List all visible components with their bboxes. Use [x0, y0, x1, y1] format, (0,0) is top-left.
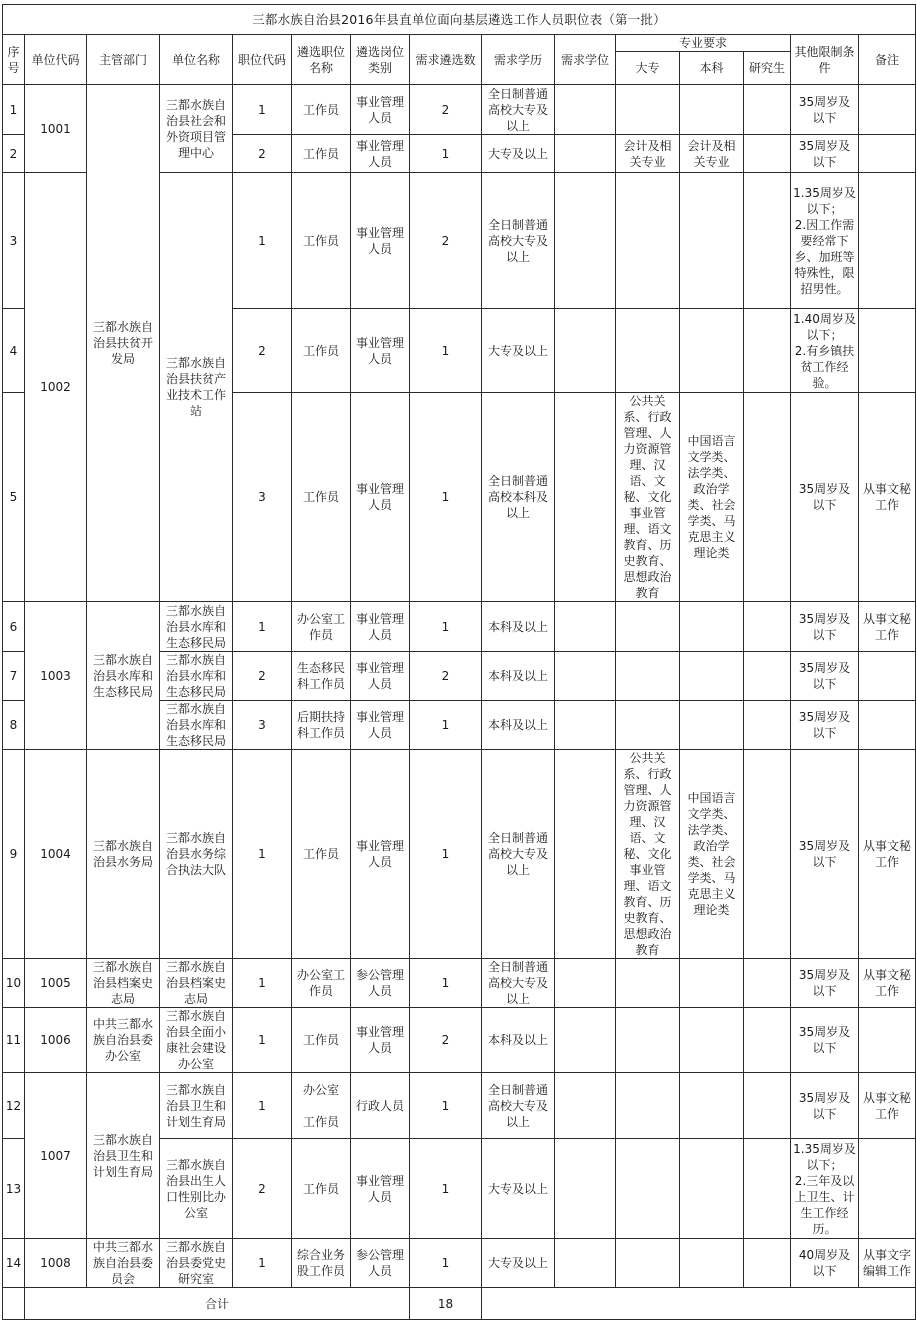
cell-major-dazhuan: 公共关系、行政管理、人力资源管理、汉语、文秘、文化事业管理、语文教育、历史教育、思想政治教育	[616, 393, 680, 602]
other-line: 2.三年及以上卫生、计生工作经历。	[794, 1173, 855, 1236]
cell-degree	[555, 393, 616, 602]
cell-post-type: 事业管理人员	[351, 701, 410, 750]
cell-seq: 1	[3, 85, 25, 135]
cell-post-name: 综合业务股工作员	[292, 1239, 351, 1288]
cell-post-code: 1	[233, 602, 292, 652]
cell-post-code: 1	[233, 750, 292, 959]
cell-post-name	[292, 1073, 351, 1139]
cell-post-type: 参公管理人员	[351, 959, 410, 1008]
cell-remark	[859, 1008, 916, 1073]
cell-post-type: 参公管理人员	[351, 1239, 410, 1288]
cell-major-dazhuan: 公共关系、行政管理、人力资源管理、汉语、文秘、文化事业管理、语文教育、历史教育、思想政治教育	[616, 750, 680, 959]
cell-count: 2	[410, 652, 482, 701]
cell-post-type: 事业管理人员	[351, 602, 410, 652]
post-name-line: 办公室	[302, 1082, 339, 1097]
post-name-line: 工作员	[302, 1114, 339, 1129]
cell-seq: 12	[3, 1073, 25, 1139]
cell-degree	[555, 1239, 616, 1288]
cell-post-name: 工作员	[292, 135, 351, 173]
cell-unit-code: 1004	[25, 750, 87, 959]
cell-seq: 10	[3, 959, 25, 1008]
cell-other: 35周岁及以下	[791, 701, 859, 750]
cell-major-dazhuan	[616, 652, 680, 701]
cell-other: 35周岁及以下	[791, 602, 859, 652]
cell-post-type: 事业管理人员	[351, 173, 410, 309]
cell-remark: 从事文秘工作	[859, 602, 916, 652]
cell-post-code: 3	[233, 701, 292, 750]
cell-post-type: 事业管理人员	[351, 1008, 410, 1073]
cell-edu: 大专及以上	[482, 1239, 555, 1288]
cell-post-code: 1	[233, 959, 292, 1008]
cell-degree	[555, 959, 616, 1008]
cell-count: 1	[410, 701, 482, 750]
cell-count: 1	[410, 1239, 482, 1288]
cell-major-benke: 会计及相关专业	[680, 135, 744, 173]
table-row	[3, 750, 916, 959]
cell-other: 35周岁及以下	[791, 652, 859, 701]
cell-unit-name: 三都水族自治县档案史志局	[160, 959, 233, 1008]
cell-other: 35周岁及以下	[791, 750, 859, 959]
cell-major-yanjiusheng	[744, 959, 791, 1008]
cell-major-benke	[680, 1239, 744, 1288]
cell-count: 2	[410, 85, 482, 135]
cell-other	[791, 309, 859, 393]
cell-major-benke	[680, 701, 744, 750]
cell-post-type: 事业管理人员	[351, 309, 410, 393]
table-row	[3, 85, 916, 135]
cell-degree	[555, 652, 616, 701]
table-row	[3, 602, 916, 652]
cell-degree	[555, 701, 616, 750]
cell-major-dazhuan	[616, 309, 680, 393]
cell-degree	[555, 1073, 616, 1139]
cell-remark	[859, 85, 916, 135]
cell-other: 35周岁及以下	[791, 85, 859, 135]
cell-degree	[555, 1139, 616, 1239]
cell-seq: 14	[3, 1239, 25, 1288]
header-dept: 主管部门	[87, 35, 160, 85]
cell-remark	[859, 173, 916, 309]
total-row	[3, 1288, 916, 1320]
cell-major-benke	[680, 309, 744, 393]
cell-major-dazhuan	[616, 1239, 680, 1288]
cell-post-name: 办公室工作员	[292, 602, 351, 652]
cell-total-seq	[3, 1288, 25, 1320]
cell-edu: 全日制普通高校大专及以上	[482, 750, 555, 959]
cell-post-name: 工作员	[292, 309, 351, 393]
cell-remark: 从事文秘工作	[859, 1073, 916, 1139]
cell-post-code: 2	[233, 652, 292, 701]
cell-major-yanjiusheng	[744, 85, 791, 135]
cell-remark: 从事文字编辑工作	[859, 1239, 916, 1288]
cell-unit-name: 三都水族自治县委党史研究室	[160, 1239, 233, 1288]
cell-count: 1	[410, 1073, 482, 1139]
table-title: 三都水族自治县2016年县直单位面向基层遴选工作人员职位表（第一批）	[3, 5, 916, 35]
cell-unit-code: 1007	[25, 1073, 87, 1239]
cell-degree	[555, 309, 616, 393]
cell-major-dazhuan	[616, 602, 680, 652]
position-table-sheet	[2, 4, 915, 1320]
cell-seq: 13	[3, 1139, 25, 1239]
cell-other: 35周岁及以下	[791, 393, 859, 602]
cell-major-yanjiusheng	[744, 1139, 791, 1239]
cell-unit-name: 三都水族自治县水务综合执法大队	[160, 750, 233, 959]
table-row	[3, 1239, 916, 1288]
cell-major-yanjiusheng	[744, 1239, 791, 1288]
cell-post-code: 1	[233, 1239, 292, 1288]
cell-post-code: 1	[233, 1073, 292, 1139]
cell-post-code: 2	[233, 309, 292, 393]
cell-dept: 三都水族自治县水务局	[87, 750, 160, 959]
cell-unit-name: 三都水族自治县水库和生态移民局	[160, 652, 233, 701]
cell-unit-code: 1003	[25, 602, 87, 750]
cell-major-benke	[680, 85, 744, 135]
header-post-name: 遴选职位名称	[292, 35, 351, 85]
cell-post-code: 3	[233, 393, 292, 602]
other-line: 1.35周岁及以下；	[793, 1141, 856, 1172]
cell-count: 1	[410, 135, 482, 173]
cell-post-type: 事业管理人员	[351, 1139, 410, 1239]
cell-seq: 7	[3, 652, 25, 701]
header-major-benke: 本科	[680, 52, 744, 85]
other-line: 2.因工作需要经常下乡、加班等特殊性，限招男性。	[794, 217, 855, 296]
cell-post-type: 事业管理人员	[351, 750, 410, 959]
cell-post-code: 1	[233, 173, 292, 309]
cell-other: 35周岁及以下	[791, 1073, 859, 1139]
header-unit-code: 单位代码	[25, 35, 87, 85]
other-line: 1.35周岁及以下；	[793, 185, 856, 216]
cell-seq: 11	[3, 1008, 25, 1073]
cell-other	[791, 1139, 859, 1239]
header-post-code: 职位代码	[233, 35, 292, 85]
header-major-yanjiusheng: 研究生	[744, 52, 791, 85]
cell-major-dazhuan	[616, 85, 680, 135]
other-line: 2.有乡镇扶贫工作经验。	[794, 343, 855, 390]
cell-major-yanjiusheng	[744, 393, 791, 602]
cell-edu: 全日制普通高校大专及以上	[482, 85, 555, 135]
cell-major-benke: 中国语言文学类、法学类、政治学类、社会学类、马克思主义理论类	[680, 750, 744, 959]
cell-edu: 本科及以上	[482, 701, 555, 750]
title-row	[3, 5, 916, 35]
cell-major-benke	[680, 1008, 744, 1073]
cell-seq: 2	[3, 135, 25, 173]
cell-remark: 从事文秘工作	[859, 959, 916, 1008]
cell-major-yanjiusheng	[744, 1008, 791, 1073]
cell-dept: 中共三都水族自治县委员会	[87, 1239, 160, 1288]
cell-post-type: 事业管理人员	[351, 393, 410, 602]
position-table	[2, 4, 916, 1320]
cell-post-name: 工作员	[292, 1139, 351, 1239]
cell-seq: 6	[3, 602, 25, 652]
other-line: 1.40周岁及以下；	[793, 311, 856, 342]
cell-remark	[859, 135, 916, 173]
cell-major-benke	[680, 1139, 744, 1239]
cell-edu: 全日制普通高校大专及以上	[482, 1073, 555, 1139]
cell-seq: 5	[3, 393, 25, 602]
cell-remark	[859, 1139, 916, 1239]
cell-major-yanjiusheng	[744, 1073, 791, 1139]
cell-remark	[859, 309, 916, 393]
cell-count: 1	[410, 393, 482, 602]
cell-total-rest	[482, 1288, 916, 1320]
cell-count: 1	[410, 959, 482, 1008]
header-other: 其他限制条件	[791, 35, 859, 85]
cell-major-benke	[680, 173, 744, 309]
cell-dept: 三都水族自治县水库和生态移民局	[87, 602, 160, 750]
cell-remark: 从事文秘工作	[859, 393, 916, 602]
cell-post-type: 事业管理人员	[351, 135, 410, 173]
table-row	[3, 959, 916, 1008]
cell-seq: 4	[3, 309, 25, 393]
cell-post-name: 办公室工作员	[292, 959, 351, 1008]
cell-unit-name: 三都水族自治县全面小康社会建设办公室	[160, 1008, 233, 1073]
cell-post-name: 工作员	[292, 393, 351, 602]
cell-major-dazhuan	[616, 173, 680, 309]
cell-remark	[859, 701, 916, 750]
cell-unit-name: 三都水族自治县扶贫产业技术工作站	[160, 173, 233, 602]
header-major-dazhuan: 大专	[616, 52, 680, 85]
cell-unit-name: 三都水族自治县水库和生态移民局	[160, 602, 233, 652]
cell-edu: 本科及以上	[482, 602, 555, 652]
cell-count: 1	[410, 602, 482, 652]
cell-count: 1	[410, 1139, 482, 1239]
cell-major-yanjiusheng	[744, 602, 791, 652]
header-count: 需求遴选数	[410, 35, 482, 85]
cell-degree	[555, 602, 616, 652]
cell-remark	[859, 652, 916, 701]
header-major: 专业要求	[616, 35, 791, 52]
cell-major-dazhuan: 会计及相关专业	[616, 135, 680, 173]
cell-post-code: 1	[233, 85, 292, 135]
cell-other: 35周岁及以下	[791, 135, 859, 173]
cell-degree	[555, 1008, 616, 1073]
cell-edu: 全日制普通高校大专及以上	[482, 959, 555, 1008]
cell-unit-code: 1001	[25, 85, 87, 173]
cell-post-code: 2	[233, 135, 292, 173]
cell-post-type: 事业管理人员	[351, 652, 410, 701]
cell-major-benke: 中国语言文学类、法学类、政治学类、社会学类、马克思主义理论类	[680, 393, 744, 602]
cell-remark: 从事文秘工作	[859, 750, 916, 959]
cell-seq: 3	[3, 173, 25, 309]
header-post-type: 遴选岗位类别	[351, 35, 410, 85]
cell-major-dazhuan	[616, 701, 680, 750]
cell-post-code: 2	[233, 1139, 292, 1239]
cell-major-yanjiusheng	[744, 701, 791, 750]
header-edu: 需求学历	[482, 35, 555, 85]
header-degree: 需求学位	[555, 35, 616, 85]
cell-edu: 本科及以上	[482, 1008, 555, 1073]
cell-unit-name: 三都水族自治县水库和生态移民局	[160, 701, 233, 750]
cell-edu: 大专及以上	[482, 309, 555, 393]
cell-degree	[555, 750, 616, 959]
cell-major-dazhuan	[616, 1008, 680, 1073]
cell-major-dazhuan	[616, 1139, 680, 1239]
table-row	[3, 1073, 916, 1139]
cell-unit-code: 1005	[25, 959, 87, 1008]
total-label: 合计	[25, 1288, 410, 1320]
cell-other	[791, 173, 859, 309]
cell-dept: 三都水族自治县档案史志局	[87, 959, 160, 1008]
cell-edu: 全日制普通高校本科及以上	[482, 393, 555, 602]
cell-major-yanjiusheng	[744, 173, 791, 309]
cell-post-type: 行政人员	[351, 1073, 410, 1139]
cell-edu: 大专及以上	[482, 1139, 555, 1239]
cell-seq: 8	[3, 701, 25, 750]
total-value: 18	[410, 1288, 482, 1320]
cell-post-name: 生态移民科工作员	[292, 652, 351, 701]
cell-post-name: 工作员	[292, 85, 351, 135]
cell-post-type: 事业管理人员	[351, 85, 410, 135]
cell-other: 40周岁及以下	[791, 1239, 859, 1288]
cell-major-benke	[680, 1073, 744, 1139]
table-row	[3, 1008, 916, 1073]
cell-dept: 三都水族自治县卫生和计划生育局	[87, 1073, 160, 1239]
cell-post-name: 后期扶持科工作员	[292, 701, 351, 750]
cell-major-benke	[680, 602, 744, 652]
cell-post-code: 1	[233, 1008, 292, 1073]
cell-count: 2	[410, 1008, 482, 1073]
cell-major-yanjiusheng	[744, 750, 791, 959]
cell-unit-code: 1002	[25, 173, 87, 602]
cell-edu: 全日制普通高校大专及以上	[482, 173, 555, 309]
cell-major-dazhuan	[616, 1073, 680, 1139]
cell-edu: 大专及以上	[482, 135, 555, 173]
header-seq: 序号	[3, 35, 25, 85]
cell-unit-code: 1008	[25, 1239, 87, 1288]
cell-other: 35周岁及以下	[791, 959, 859, 1008]
cell-unit-code: 1006	[25, 1008, 87, 1073]
cell-major-yanjiusheng	[744, 135, 791, 173]
header-row	[3, 35, 916, 52]
cell-major-benke	[680, 652, 744, 701]
cell-major-yanjiusheng	[744, 309, 791, 393]
cell-degree	[555, 85, 616, 135]
cell-post-name: 工作员	[292, 1008, 351, 1073]
cell-count: 2	[410, 173, 482, 309]
cell-unit-name: 三都水族自治县社会和外资项目管理中心	[160, 85, 233, 173]
cell-dept: 三都水族自治县扶贫开发局	[87, 85, 160, 602]
cell-seq: 9	[3, 750, 25, 959]
cell-major-dazhuan	[616, 959, 680, 1008]
cell-degree	[555, 173, 616, 309]
cell-major-yanjiusheng	[744, 652, 791, 701]
cell-degree	[555, 135, 616, 173]
cell-unit-name: 三都水族自治县出生人口性别比办公室	[160, 1139, 233, 1239]
cell-unit-name: 三都水族自治县卫生和计划生育局	[160, 1073, 233, 1139]
cell-count: 1	[410, 309, 482, 393]
cell-major-benke	[680, 959, 744, 1008]
cell-count: 1	[410, 750, 482, 959]
cell-other: 35周岁及以下	[791, 1008, 859, 1073]
cell-edu: 本科及以上	[482, 652, 555, 701]
cell-dept: 中共三都水族自治县委办公室	[87, 1008, 160, 1073]
header-unit-name: 单位名称	[160, 35, 233, 85]
cell-post-name: 工作员	[292, 173, 351, 309]
cell-post-name: 工作员	[292, 750, 351, 959]
header-remark: 备注	[859, 35, 916, 85]
